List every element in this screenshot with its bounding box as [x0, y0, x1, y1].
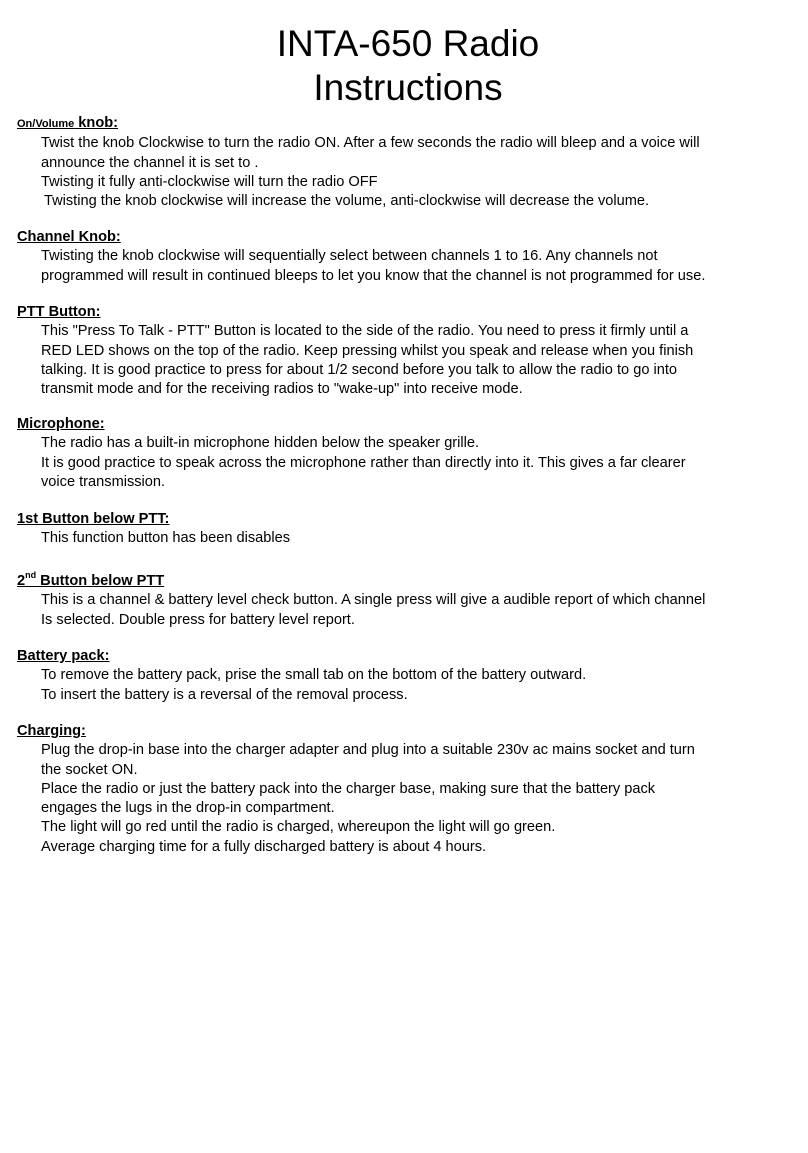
body-line: talking. It is good practice to press for about 1/2 second before you talk to allow the radio to go into	[41, 361, 678, 378]
page-title	[0, 22, 808, 110]
body-line: The radio has a built-in microphone hidden below the speaker grille.	[41, 435, 480, 452]
section-channel-knob	[17, 228, 802, 286]
section-ptt-button	[17, 303, 802, 399]
body-line: transmit mode and for the receiving radios to "wake-up" into receive mode.	[41, 381, 523, 398]
section-body	[17, 529, 802, 548]
body-line: The light will go red until the radio is charged, whereupon the light will go green.	[41, 819, 556, 836]
body-line: Twisting it fully anti-clockwise will turn the radio OFF	[41, 173, 378, 190]
section-heading: On/Volume knob:	[17, 115, 119, 131]
section-body	[17, 666, 802, 705]
body-line: Plug the drop-in base into the charger adapter and plug into a suitable 230v ac mains socket and turn	[41, 742, 695, 759]
section-charging	[17, 722, 802, 857]
section-heading: Charging:	[17, 723, 86, 739]
body-line: Average charging time for a fully discharged battery is about 4 hours.	[41, 838, 487, 855]
body-line: Is selected. Double press for battery level report.	[41, 611, 355, 628]
body-line: engages the lugs in the drop-in compartment.	[41, 800, 335, 817]
body-line: This "Press To Talk - PTT" Button is located to the side of the radio. You need to press it firmly until a	[41, 323, 689, 340]
section-heading: Channel Knob:	[17, 229, 121, 245]
title-line-1: INTA-650 Radio	[276, 23, 540, 64]
section-battery-pack	[17, 647, 802, 705]
body-line: To insert the battery is a reversal of the removal process.	[41, 686, 408, 703]
section-body	[17, 247, 802, 286]
body-line: This function button has been disables	[41, 530, 291, 547]
section-heading: Battery pack:	[17, 648, 110, 664]
section-heading: Microphone:	[17, 416, 105, 432]
section-second-button	[17, 572, 802, 630]
section-body	[17, 741, 802, 857]
section-body	[17, 591, 802, 630]
body-line: It is good practice to speak across the microphone rather than directly into it. This gives a far clearer	[41, 454, 686, 471]
section-microphone	[17, 415, 802, 492]
section-body	[17, 322, 802, 399]
section-body	[17, 134, 802, 211]
section-body	[17, 434, 802, 492]
section-heading: PTT Button:	[17, 304, 101, 320]
body-line: programmed will result in continued bleeps to let you know that the channel is not programmed for use.	[41, 267, 706, 284]
body-line: the socket ON.	[41, 761, 138, 778]
section-heading: 1st Button below PTT:	[17, 511, 170, 527]
body-line: Twist the knob Clockwise to turn the radio ON. After a few seconds the radio will bleep and a voice will	[41, 135, 700, 152]
body-line: voice transmission.	[41, 473, 166, 490]
body-line: This is a channel & battery level check button. A single press will give a audible report of which channel	[41, 592, 706, 609]
body-line: Twisting the knob clockwise will sequentially select between channels 1 to 16. Any channels not	[41, 248, 658, 265]
section-on-volume-knob	[17, 114, 802, 211]
body-line: Place the radio or just the battery pack into the charger base, making sure that the battery pack	[41, 780, 656, 797]
title-line-2: Instructions	[313, 67, 503, 108]
body-line: Twisting the knob clockwise will increase the volume, anti-clockwise will decrease the volume.	[44, 193, 650, 210]
body-line: RED LED shows on the top of the radio. Keep pressing whilst you speak and release when you finish	[41, 342, 694, 359]
section-heading: 2nd Button below PTT	[17, 570, 165, 589]
body-line: announce the channel it is set to .	[41, 154, 259, 171]
section-first-button	[17, 510, 802, 549]
body-line: To remove the battery pack, prise the small tab on the bottom of the battery outward.	[41, 667, 587, 684]
